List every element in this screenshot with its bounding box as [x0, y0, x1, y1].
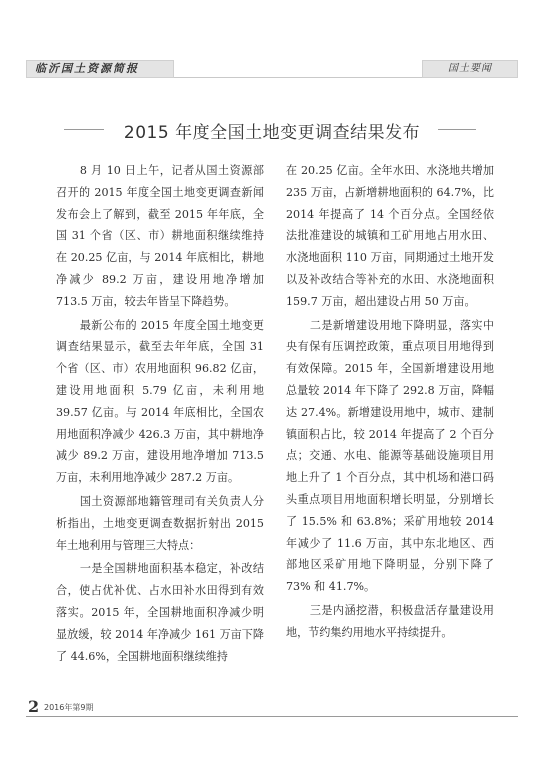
article-title: 2015 年度全国土地变更调查结果发布 [123, 123, 421, 143]
right-column [286, 160, 494, 644]
footer-divider [26, 716, 518, 717]
paragraph: 二是新增建设用地下降明显，落实中央有保有压调控政策，重点项目用地得到有效保障。2015 年，全国新增建设用地总量较 2014 年下降了 292.8 万亩，降幅达 27.4%。新增建设用地中，城市、建制镇面积占比，较 2014 年提高了 2 个百分点；交通、水电、能源等基础设施项目用地上升了 1 个百分点，其中机场和港口码头重点项目用地面积增长明显，分别增长了 15.5% 和 63.8%；采矿用地较 2014 年减少了 11.6 万亩，其中东北地区、西部地区采矿用地下降明显，分别下降了 73% 和 41.7%。 [286, 318, 494, 594]
page-footer [26, 697, 518, 717]
page-number: 2 [28, 697, 40, 716]
section-label: 国土要闻 [422, 60, 518, 78]
issue-label: 2016年第9期 [44, 703, 94, 712]
article-title-block [26, 114, 518, 144]
publication-name: 临沂国土资源简报 [26, 60, 174, 78]
paragraph: 8 月 10 日上午，记者从国土资源部召开的 2015 年度全国土地变更调查新闻发布会上了解到，截至 2015 年年底，全国 31 个省（区、市）耕地面积继续维持在 20.25 亿亩，与 2014 年底相比，耕地净减少 89.2 万亩，建设用地净增加 713.5 万亩，较去年皆呈下降趋势。 [56, 164, 264, 308]
paragraph: 国土资源部地籍管理司有关负责人分析指出，土地变更调查数据折射出 2015 年土地利用与管理三大特点： [56, 494, 264, 552]
paragraph: 在 20.25 亿亩。全年水田、水浇地共增加 235 万亩，占新增耕地面积的 64.7%，比 2014 年提高了 14 个百分点。全国经依法批准建设的城镇和工矿用地占用水田、水浇地面积 110 万亩，同期通过土地开发以及补改结合等补充的水田、水浇地面积 159.7 万亩，超出建设占用 50 万亩。 [286, 164, 494, 308]
running-header [26, 60, 518, 78]
paragraph: 一是全国耕地面积基本稳定，补改结合，使占优补优、占水田补水田得到有效落实。2015 年，全国耕地面积净减少明显放缓，较 2014 年净减少 161 万亩下降了 44.6%，全国耕地面积继续维持 [56, 562, 264, 663]
paragraph: 三是内涵挖潜，积极盘活存量建设用地，节约集约用地水平持续提升。 [286, 603, 494, 639]
paragraph: 最新公布的 2015 年度全国土地变更调查结果显示，截至去年年底，全国 31 个省（区、市）农用地面积 96.82 亿亩，建设用地面积 5.79 亿亩，未利用地 39.57 亿亩。与 2014 年底相比，全国农用地面积净减少 426.3 万亩，其中耕地净减少 89.2 万亩，建设用地净增加 713.5 万亩，未利用地净减少 287.2 万亩。 [56, 318, 264, 485]
left-column [56, 160, 264, 667]
